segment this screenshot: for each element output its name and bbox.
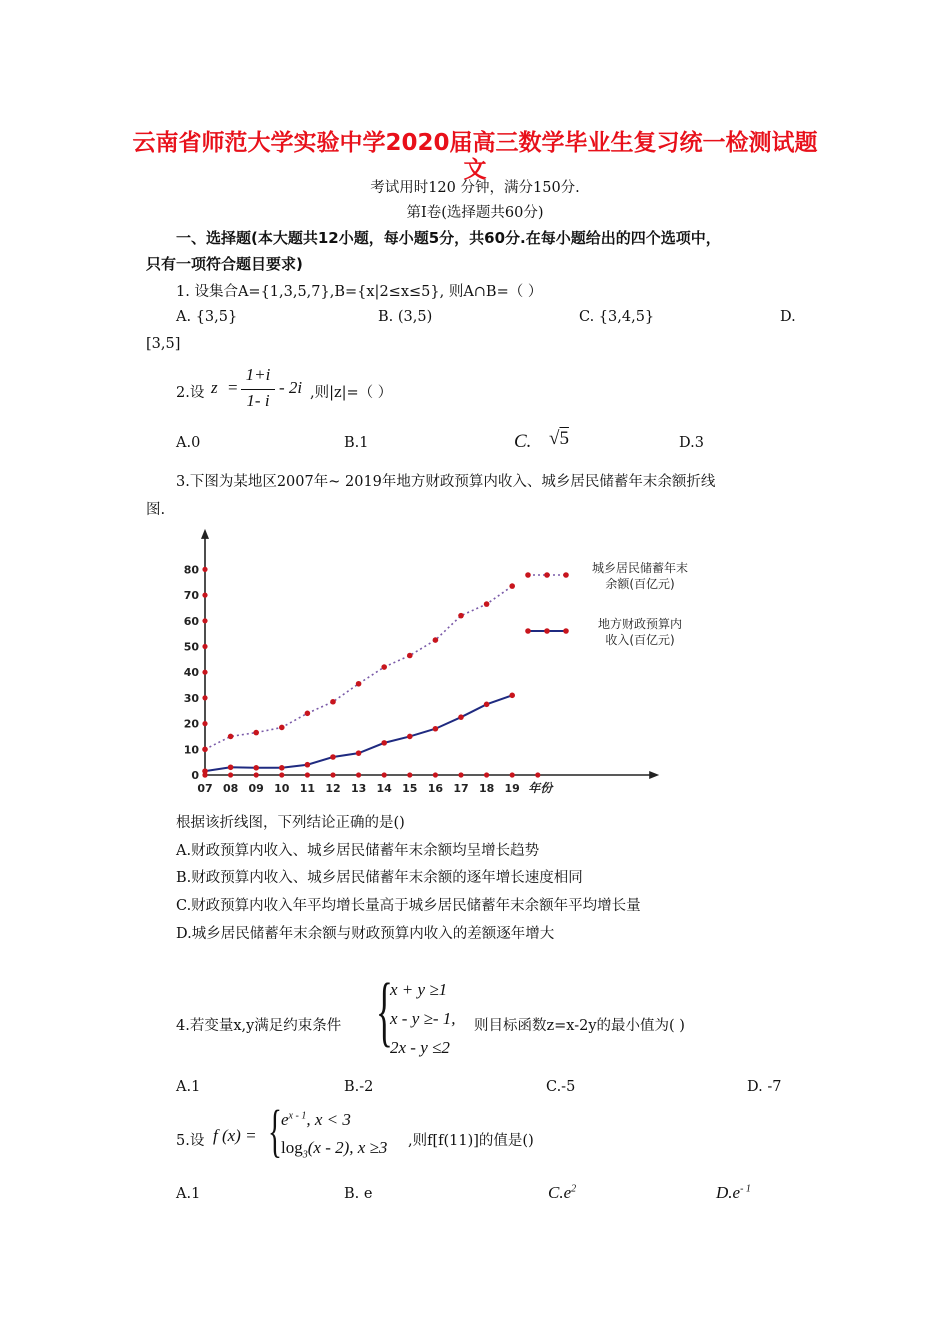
y-tick-label: 10 bbox=[183, 743, 199, 757]
exam-info: 考试用时120 分钟，满分150分. bbox=[370, 180, 580, 196]
question-3-ask: 根据该折线图，下列结论正确的是() bbox=[176, 815, 405, 831]
x-axis-label: 年份 bbox=[528, 781, 553, 795]
chart-series bbox=[202, 583, 515, 774]
y-tick-marker bbox=[202, 644, 207, 649]
y-tick-label: 80 bbox=[183, 563, 199, 577]
data-point bbox=[279, 725, 285, 731]
data-point bbox=[407, 734, 413, 740]
question-3-option-a: A.财政预算内收入、城乡居民储蓄年末余额均呈增长趋势 bbox=[176, 843, 540, 859]
data-point bbox=[484, 601, 490, 607]
question-5-suffix: ,则f[f(11)]的值是() bbox=[408, 1133, 534, 1149]
question-2-option-c: C. bbox=[514, 431, 532, 452]
y-tick-label: 20 bbox=[183, 717, 199, 731]
legend-marker bbox=[525, 572, 531, 578]
y-tick-marker bbox=[202, 670, 207, 675]
chart-legend bbox=[525, 560, 688, 647]
question-3-option-c: C.财政预算内收入年平均增长量高于城乡居民储蓄年末余额年平均增长量 bbox=[176, 898, 641, 914]
question-3-stem-continued: 图. bbox=[146, 502, 166, 518]
question-4-constraint-2: x - y ≥- 1, bbox=[390, 1009, 456, 1028]
legend-marker bbox=[525, 628, 531, 634]
volume-heading: 第Ⅰ卷(选择题共60分) bbox=[406, 205, 544, 221]
x-tick-marker bbox=[535, 772, 540, 777]
x-tick-label: 14 bbox=[376, 782, 392, 795]
section-instruction-continued: 只有一项符合题目要求) bbox=[146, 255, 303, 273]
question-2-equals: = bbox=[228, 378, 238, 397]
x-tick-marker bbox=[510, 772, 515, 777]
question-4-option-c: C.-5 bbox=[546, 1079, 576, 1095]
data-point bbox=[433, 726, 439, 732]
question-4-prefix: 4.若变量x,y满足约束条件 bbox=[176, 1018, 342, 1034]
legend-label: 地方财政预算内 bbox=[597, 617, 683, 631]
question-2-option-b: B.1 bbox=[344, 435, 369, 451]
data-point bbox=[509, 693, 515, 699]
series-line bbox=[205, 586, 512, 749]
x-tick-label: 07 bbox=[197, 782, 213, 795]
sqrt-icon: √5 bbox=[549, 428, 569, 449]
section-instruction: 一、选择题(本大题共12小题，每小题5分，共60分.在每小题给出的四个选项中， bbox=[176, 229, 721, 247]
data-point bbox=[253, 765, 259, 771]
y-tick-label: 50 bbox=[183, 640, 199, 654]
data-point bbox=[458, 613, 464, 619]
y-tick-marker bbox=[202, 721, 207, 726]
data-point bbox=[381, 740, 387, 746]
question-2-option-d: D.3 bbox=[679, 435, 704, 451]
x-tick-label: 19 bbox=[504, 782, 520, 795]
y-tick-marker bbox=[202, 695, 207, 700]
x-tick-label: 13 bbox=[350, 782, 367, 795]
data-point bbox=[509, 583, 515, 589]
brace-icon: { bbox=[268, 1098, 282, 1163]
x-tick-label: 12 bbox=[325, 782, 341, 795]
question-2-suffix: ,则|z|=（ ） bbox=[310, 385, 393, 401]
data-point bbox=[330, 699, 336, 705]
chart-axes bbox=[201, 529, 659, 779]
x-tick-marker bbox=[279, 772, 284, 777]
x-tick-label: 15 bbox=[402, 782, 418, 795]
data-point bbox=[484, 702, 490, 708]
data-point bbox=[305, 762, 311, 768]
data-point bbox=[253, 730, 259, 736]
question-1-stem: 1. 设集合A={1,3,5,7},B={x|2≤x≤5}, 则A∩B=（ ） bbox=[176, 284, 543, 300]
x-tick-label: 11 bbox=[299, 782, 316, 795]
question-5-case-2: $\log_3(x - 2)$, x ≥3 bbox=[281, 1138, 388, 1161]
data-point bbox=[381, 664, 387, 670]
question-5-option-c: $C.e^2$ bbox=[548, 1183, 577, 1202]
y-axis-arrow-icon bbox=[201, 529, 209, 539]
question-2-prefix: 2.设 bbox=[176, 385, 205, 401]
y-tick-marker bbox=[202, 618, 207, 623]
question-1-option-b: B. (3,5) bbox=[378, 309, 433, 325]
question-1-option-c: C. {3,4,5} bbox=[579, 309, 655, 325]
legend-marker bbox=[544, 628, 550, 634]
x-tick-label: 10 bbox=[274, 782, 290, 795]
question-3-option-d: D.城乡居民储蓄年末余额与财政预算内收入的差额逐年增大 bbox=[176, 926, 555, 942]
legend-marker bbox=[563, 628, 569, 634]
data-point bbox=[228, 764, 234, 770]
question-5-option-b: B. e bbox=[344, 1186, 373, 1202]
data-point bbox=[407, 653, 413, 659]
brace-icon: { bbox=[376, 967, 393, 1054]
x-tick-marker bbox=[254, 772, 259, 777]
question-2-numerator: 1+i bbox=[245, 365, 271, 384]
question-5-prefix: 5.设 bbox=[176, 1133, 205, 1149]
x-tick-marker bbox=[305, 772, 310, 777]
legend-marker bbox=[563, 572, 569, 578]
data-point bbox=[433, 637, 439, 643]
x-tick-marker bbox=[228, 772, 233, 777]
legend-label: 收入(百亿元) bbox=[605, 633, 675, 647]
x-tick-label: 18 bbox=[478, 782, 495, 795]
x-tick-marker bbox=[407, 772, 412, 777]
question-2-denominator: 1- i bbox=[246, 391, 270, 410]
y-tick-label: 0 bbox=[191, 769, 199, 782]
x-tick-label: 17 bbox=[453, 782, 469, 795]
y-tick-marker bbox=[202, 593, 207, 598]
question-1-option-d: D. bbox=[780, 309, 796, 325]
question-4-constraint-1: x + y ≥1 bbox=[390, 980, 448, 999]
data-point bbox=[356, 750, 362, 756]
question-2-option-c-value: 5 bbox=[559, 428, 569, 449]
page-title: 云南省师范大学实验中学2020届高三数学毕业生复习统一检测试题 bbox=[132, 130, 818, 156]
question-2-term: - 2i bbox=[279, 378, 303, 397]
x-tick-label: 16 bbox=[427, 782, 444, 795]
question-2-option-a: A.0 bbox=[176, 435, 201, 451]
question-4-constraint-3: 2x - y ≤2 bbox=[390, 1038, 450, 1057]
data-point bbox=[202, 747, 208, 753]
data-point bbox=[228, 734, 234, 740]
data-point bbox=[279, 765, 285, 771]
question-4-option-d: D. -7 bbox=[747, 1079, 782, 1095]
data-point bbox=[202, 768, 208, 774]
legend-label: 城乡居民储蓄年末 bbox=[591, 561, 689, 575]
x-axis-arrow-icon bbox=[649, 771, 659, 779]
data-point bbox=[458, 714, 464, 720]
y-tick-label: 60 bbox=[183, 614, 199, 628]
question-4-option-a: A.1 bbox=[176, 1079, 201, 1095]
x-tick-marker bbox=[433, 772, 438, 777]
question-5-case-1: $e^{x - 1}$, x < 3 bbox=[281, 1110, 351, 1129]
question-2-variable: z bbox=[211, 378, 218, 397]
legend-marker bbox=[544, 572, 550, 578]
series-line bbox=[205, 695, 512, 771]
x-tick-marker bbox=[484, 772, 489, 777]
question-3-option-b: B.财政预算内收入、城乡居民储蓄年末余额的逐年增长速度相同 bbox=[176, 870, 583, 886]
question-1-option-d-value: [3,5] bbox=[146, 336, 181, 352]
x-tick-marker bbox=[356, 772, 361, 777]
question-1-option-a: A. {3,5} bbox=[176, 309, 238, 325]
data-point bbox=[330, 754, 336, 760]
x-tick-marker bbox=[458, 772, 463, 777]
question-4-suffix: 则目标函数z=x-2y的最小值为( ) bbox=[474, 1018, 685, 1034]
question-4-option-b: B.-2 bbox=[344, 1079, 374, 1095]
y-tick-marker bbox=[202, 567, 207, 572]
y-tick-label: 40 bbox=[183, 666, 199, 680]
data-point bbox=[356, 681, 362, 687]
x-tick-marker bbox=[382, 772, 387, 777]
legend-label: 余额(百亿元) bbox=[605, 577, 675, 591]
x-tick-marker bbox=[330, 772, 335, 777]
y-tick-label: 70 bbox=[183, 589, 199, 603]
question-3-stem: 3.下图为某地区2007年~ 2019年地方财政预算内收入、城乡居民储蓄年末余额折线 bbox=[176, 474, 716, 490]
page-title-continued: 文 bbox=[463, 157, 487, 183]
y-tick-label: 30 bbox=[183, 691, 199, 705]
question-5-function: f (x) = bbox=[213, 1126, 257, 1145]
question-5-option-d: $D.e^{- 1}$ bbox=[716, 1183, 751, 1202]
x-tick-label: 08 bbox=[222, 782, 239, 795]
data-point bbox=[305, 711, 311, 717]
question-5-option-a: A.1 bbox=[176, 1186, 201, 1202]
x-tick-label: 09 bbox=[248, 782, 264, 795]
